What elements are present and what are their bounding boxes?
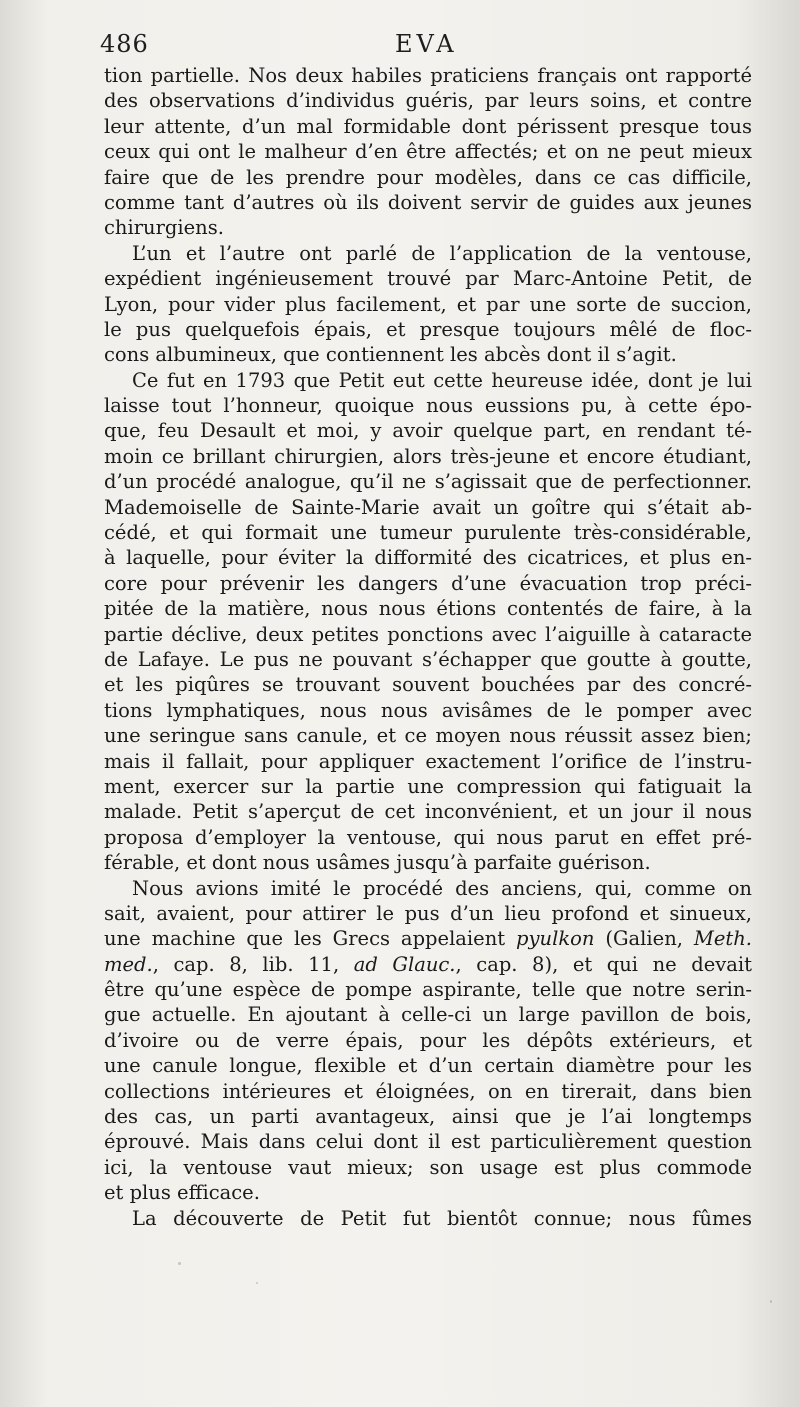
text-line: à laquelle, pour éviter la difformité des cicatrices, et plus en-	[104, 546, 752, 570]
text-line: cédé, et qui formait une tumeur purulente très-considérable,	[104, 521, 752, 545]
text-line: ici, la ventouse vaut mieux; son usage est plus commode	[104, 1155, 752, 1179]
paragraph	[104, 63, 752, 241]
text-line: partie déclive, deux petites ponctions avec l’aiguille à cataracte	[104, 622, 752, 646]
body-text	[104, 63, 752, 1231]
italic-term: med.	[104, 952, 153, 976]
text-line: chirurgiens.	[104, 216, 224, 240]
text-line: La découverte de Petit fut bientôt connue; nous fûmes	[132, 1206, 752, 1230]
text-line: expédient ingénieusement trouvé par Marc-Antoine Petit, de	[104, 267, 752, 291]
text-line: Ce fut en 1793 que Petit eut cette heureuse idée, dont je lui	[132, 368, 752, 392]
text-line: éprouvé. Mais dans celui dont il est particulièrement question	[104, 1130, 752, 1154]
text-line: laisse tout l’honneur, quoique nous eussions pu, à cette épo-	[104, 394, 752, 418]
text-line: sait, avaient, pour attirer le pus d’un lieu profond et sinueux,	[104, 901, 752, 925]
text-line: comme tant d’autres où ils doivent servir de guides aux jeunes	[104, 190, 752, 214]
text-line: d’ivoire ou de verre épais, pour les dépôts extérieurs, et	[104, 1028, 752, 1052]
text-line: être qu’une espèce de pompe aspirante, telle que notre serin-	[104, 978, 752, 1002]
italic-term: Meth.	[693, 927, 752, 951]
text-line: d’un procédé analogue, qu’il ne s’agissait que de perfectionner.	[104, 470, 752, 494]
italic-term: pyulkon	[516, 927, 595, 951]
text-line: mais il fallait, pour appliquer exactement l’orifice de l’instru-	[104, 749, 752, 773]
text-line: Mademoiselle de Sainte-Marie avait un goître qui s’était ab-	[104, 495, 752, 519]
paper-speck	[770, 1300, 772, 1303]
text-line: Nous avions imité le procédé des anciens, qui, comme on	[132, 876, 752, 900]
text-line: des observations d’individus guéris, par leurs soins, et contre	[104, 89, 752, 113]
paragraph	[104, 1206, 752, 1231]
text-line: malade. Petit s’aperçut de cet inconvénient, et un jour il nous	[104, 800, 752, 824]
text-line: des cas, un parti avantageux, ainsi que je l’ai longtemps	[104, 1105, 752, 1129]
text-line: tions lymphatiques, nous nous avisâmes de le pomper avec	[104, 698, 752, 722]
paragraph	[104, 241, 752, 368]
text-line: leur attente, d’un mal formidable dont périssent presque tous	[104, 114, 752, 138]
italic-term: ad Glauc.	[353, 952, 456, 976]
paragraph	[104, 876, 752, 1206]
text-line: faire que de les prendre pour modèles, dans ce cas difficile,	[104, 165, 752, 189]
text-line: une canule longue, flexible et d’un certain diamètre pour les	[104, 1054, 752, 1078]
text-line: ment, exercer sur la partie une compression qui fatiguait la	[104, 774, 752, 798]
text-line: cons albumineux, que contiennent les abcès dont il s’agit.	[104, 343, 677, 367]
text-line: ceux qui ont le malheur d’en être affectés; et on ne peut mieux	[104, 140, 752, 164]
text-line: tion partielle. Nos deux habiles praticiens français ont rapporté	[104, 64, 752, 87]
text-line: collections intérieures et éloignées, on en tirerait, dans bien	[104, 1079, 752, 1103]
text-line: proposa d’employer la ventouse, qui nous parut en effet pré-	[104, 825, 752, 849]
text-line: Lyon, pour vider plus facilement, et par une sorte de succion,	[104, 292, 752, 316]
text-line: gue actuelle. En ajoutant à celle-ci un large pavillon de bois,	[104, 1003, 752, 1027]
text-line: une seringue sans canule, et ce moyen nous réussit assez bien;	[104, 724, 752, 748]
text-line: pitée de la matière, nous nous étions contentés de faire, à la	[104, 597, 752, 621]
paper-speck	[256, 1282, 258, 1284]
paper-speck	[178, 1262, 181, 1265]
page-header	[100, 30, 760, 60]
text-line: une machine que les Grecs appelaient pyulkon (Galien, Meth.	[104, 927, 752, 951]
paragraph	[104, 368, 752, 876]
text-line: med., cap. 8, lib. 11, ad Glauc., cap. 8), et qui ne devait	[104, 952, 752, 976]
page-number: 486	[100, 30, 149, 58]
text-line: férable, et dont nous usâmes jusqu’à parfaite guérison.	[104, 851, 651, 875]
text-line: L’un et l’autre ont parlé de l’application de la ventouse,	[132, 241, 752, 265]
text-line: moin ce brillant chirurgien, alors très-jeune et encore étudiant,	[104, 444, 752, 468]
running-head: EVA	[395, 30, 458, 58]
text-line: que, feu Desault et moi, y avoir quelque part, en rendant té-	[104, 419, 752, 443]
text-line: le pus quelquefois épais, et presque toujours mêlé de floc-	[104, 317, 752, 341]
text-line: et plus efficace.	[104, 1181, 260, 1205]
text-line: et les piqûres se trouvant souvent bouchées par des concré-	[104, 673, 752, 697]
text-line: core pour prévenir les dangers d’une évacuation trop préci-	[104, 571, 752, 595]
text-line: de Lafaye. Le pus ne pouvant s’échapper que goutte à goutte,	[104, 647, 752, 671]
